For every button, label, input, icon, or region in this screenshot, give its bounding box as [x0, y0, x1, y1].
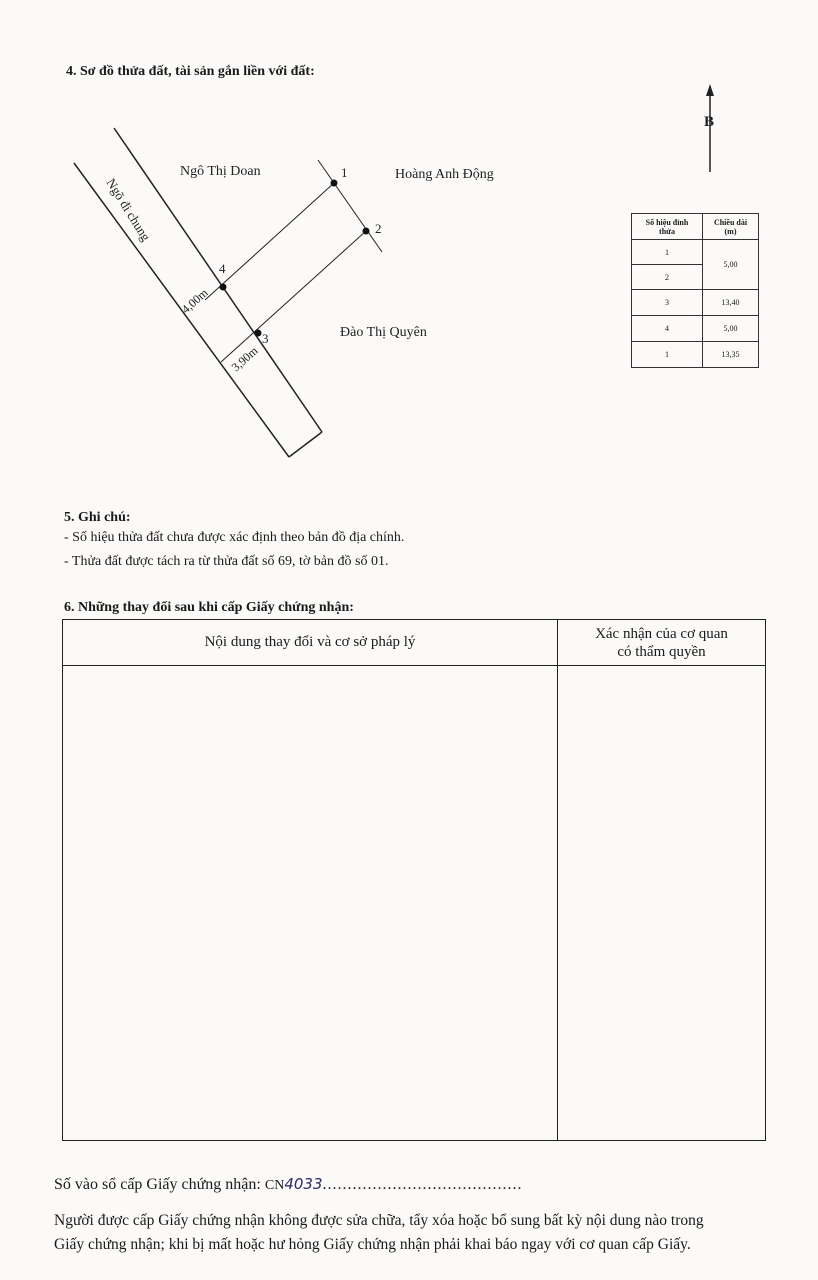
changes-col2-header: Xác nhận của cơ quan có thẩm quyền: [558, 620, 766, 666]
north-label: B: [704, 114, 715, 130]
changes-col1-header: Nội dung thay đổi và cơ sở pháp lý: [63, 620, 558, 666]
section-5-heading: 5. Ghi chú:: [64, 510, 131, 525]
table-length: 5,00: [703, 240, 759, 290]
vertex-2-label: 2: [375, 221, 382, 236]
notice-line-1: Người được cấp Giấy chứng nhận không được sửa chữa, tẩy xóa hoặc bổ sung bất kỳ nội dung nào trong: [54, 1212, 704, 1229]
registry-number: 4033: [284, 1175, 323, 1193]
table-header-vertex: Số hiệu đỉnh thửa: [632, 214, 703, 240]
vertex-4-label: 4: [219, 261, 226, 276]
table-point: 2: [632, 265, 703, 290]
edge-length-table: [631, 213, 759, 368]
registry-dots: ........................................: [322, 1176, 523, 1193]
section-4-heading: 4. Sơ đồ thửa đất, tài sản gắn liền với đất:: [66, 64, 315, 79]
note-line-2: - Thửa đất được tách ra từ thửa đất số 69, tờ bản đồ số 01.: [64, 554, 389, 569]
table-length: 13,40: [703, 290, 759, 316]
road-label: Ngõ đi chung: [103, 175, 154, 244]
table-length: 13,35: [703, 342, 759, 368]
changes-table: [62, 619, 766, 1141]
vertex-3-dot: [255, 330, 262, 337]
changes-confirmation-cell: [558, 666, 766, 1141]
vertex-3-label: 3: [262, 331, 269, 346]
section-6-heading: 6. Những thay đổi sau khi cấp Giấy chứng nhận:: [64, 600, 354, 615]
table-point: 4: [632, 316, 703, 342]
table-point: 1: [632, 342, 703, 368]
road-width-top: 4,00m: [178, 285, 211, 317]
table-point: 1: [632, 240, 703, 265]
note-line-1: - Số hiệu thửa đất chưa được xác định theo bản đồ địa chính.: [64, 530, 405, 545]
changes-content-cell: [63, 666, 558, 1141]
registry-line: [54, 1175, 554, 1194]
table-point: 3: [632, 290, 703, 316]
neighbor-right-bottom: Đào Thị Quyên: [340, 325, 427, 340]
vertex-2-dot: [363, 228, 370, 235]
table-length: 5,00: [703, 316, 759, 342]
neighbor-top: Ngô Thị Doan: [180, 164, 261, 179]
vertex-1-label: 1: [341, 165, 348, 180]
registry-label: Số vào sổ cấp Giấy chứng nhận:: [54, 1176, 261, 1193]
notice-line-2: Giấy chứng nhận; khi bị mất hoặc hư hỏng Giấy chứng nhận phải khai báo ngay với cơ quan cấp Giấy.: [54, 1236, 691, 1253]
registry-prefix: CN: [264, 1178, 285, 1193]
vertex-1-dot: [331, 180, 338, 187]
vertex-4-dot: [220, 284, 227, 291]
table-header-length: Chiều dài (m): [703, 214, 759, 240]
neighbor-right-top: Hoàng Anh Động: [395, 167, 494, 182]
road-width-bottom: 3,90m: [228, 343, 261, 375]
